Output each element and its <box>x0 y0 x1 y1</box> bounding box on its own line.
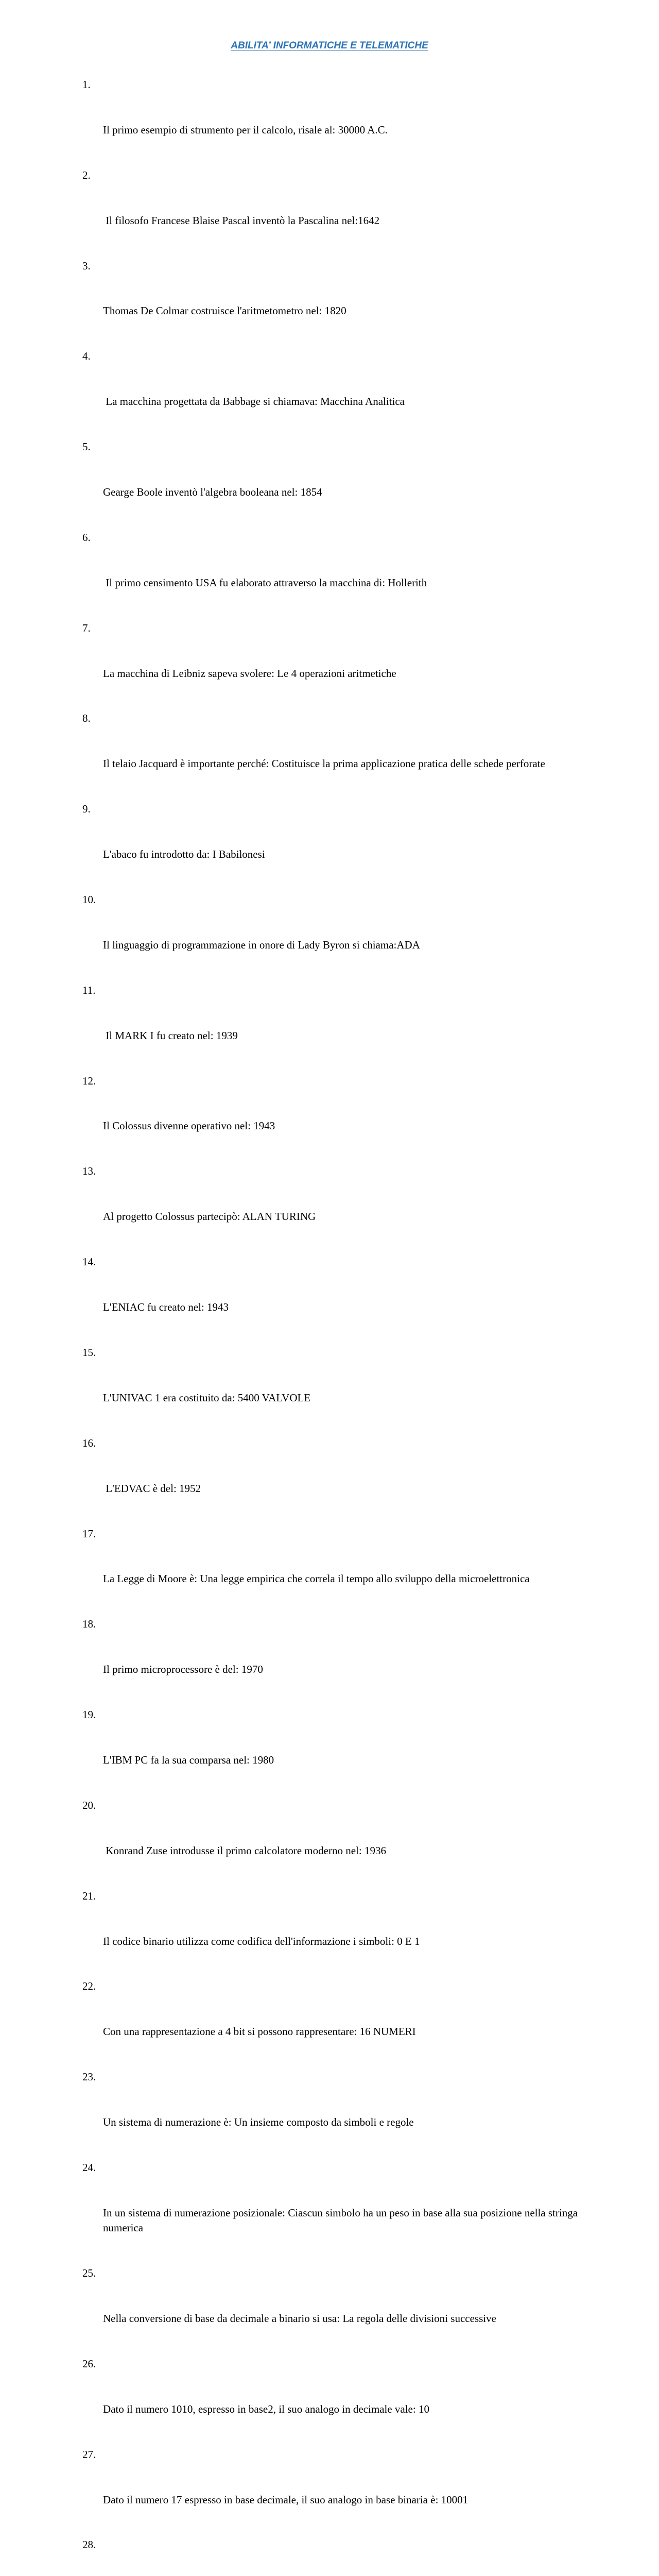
item-text: Un sistema di numerazione è: Un insieme composto da simboli e regole <box>103 2116 414 2129</box>
list-item-21 <box>82 1889 589 1979</box>
item-text: Il primo microprocessore è del: 1970 <box>103 1663 263 1676</box>
list-item-19 <box>82 1707 589 1798</box>
item-text: L'IBM PC fa la sua comparsa nel: 1980 <box>103 1753 274 1766</box>
item-text: Il telaio Jacquard è importante perché: Costituisce la prima applicazione pratica delle schede perforate <box>103 757 545 770</box>
question-list <box>82 77 589 2576</box>
item-text: Il Colossus divenne operativo nel: 1943 <box>103 1120 275 1132</box>
item-text: Il primo censimento USA fu elaborato attraverso la macchina di: Hollerith <box>103 576 427 589</box>
list-item-8 <box>82 711 589 802</box>
item-text: Thomas De Colmar costruisce l'aritmetometro nel: 1820 <box>103 304 346 317</box>
page-title: ABILITA’ INFORMATICHE E TELEMATICHE <box>231 40 428 51</box>
item-text: L'UNIVAC 1 era costituito da: 5400 VALVOLE <box>103 1391 311 1404</box>
list-item-28 <box>82 2537 589 2576</box>
item-text: La Legge di Moore è: Una legge empirica che correla il tempo allo sviluppo della microelettronica <box>103 1572 530 1585</box>
item-text: Il codice binario utilizza come codifica dell'informazione i simboli: 0 E 1 <box>103 1935 420 1947</box>
item-number: 4. <box>82 350 91 363</box>
list-item-5 <box>82 439 589 530</box>
item-number: 3. <box>82 259 91 272</box>
item-text: La macchina di Leibniz sapeva svolere: Le 4 operazioni aritmetiche <box>103 667 396 680</box>
list-item-27 <box>82 2447 589 2538</box>
item-number: 23. <box>82 2071 96 2083</box>
item-number: 9. <box>82 803 91 816</box>
item-text: Al progetto Colossus partecipò: ALAN TURING <box>103 1210 316 1223</box>
item-number: 7. <box>82 621 91 634</box>
item-number: 12. <box>82 1074 96 1087</box>
item-text: L'EDVAC è del: 1952 <box>103 1482 201 1495</box>
list-item-9 <box>82 802 589 892</box>
list-item-17 <box>82 1527 589 1617</box>
item-number: 28. <box>82 2538 96 2551</box>
item-number: 14. <box>82 1256 96 1268</box>
item-number: 24. <box>82 2161 96 2174</box>
item-number: 26. <box>82 2357 96 2370</box>
item-number: 6. <box>82 531 91 544</box>
item-number: 13. <box>82 1165 96 1178</box>
list-item-16 <box>82 1436 589 1527</box>
list-item-11 <box>82 983 589 1074</box>
list-item-14 <box>82 1255 589 1345</box>
item-text: In un sistema di numerazione posizionale: Ciascun simbolo ha un peso in base alla sua posizione nella stringa numerica <box>103 2206 581 2234</box>
item-text: Nella conversione di base da decimale a binario si usa: La regola delle divisioni successive <box>103 2312 496 2325</box>
item-text: Il MARK I fu creato nel: 1939 <box>103 1029 238 1042</box>
item-number: 17. <box>82 1527 96 1540</box>
item-number: 8. <box>82 712 91 725</box>
item-text: Con una rappresentazione a 4 bit si possono rappresentare: 16 NUMERI <box>103 2025 416 2038</box>
item-number: 2. <box>82 168 91 181</box>
item-text: L'ENIAC fu creato nel: 1943 <box>103 1301 229 1314</box>
item-text: L'abaco fu introdotto da: I Babilonesi <box>103 848 265 861</box>
list-item-24 <box>82 2160 589 2266</box>
item-number: 15. <box>82 1346 96 1359</box>
item-number: 19. <box>82 1708 96 1721</box>
item-number: 10. <box>82 893 96 906</box>
item-text: Konrand Zuse introdusse il primo calcolatore moderno nel: 1936 <box>103 1844 386 1857</box>
item-number: 20. <box>82 1799 96 1811</box>
item-number: 16. <box>82 1436 96 1449</box>
list-item-4 <box>82 349 589 439</box>
item-number: 21. <box>82 1889 96 1902</box>
item-number: 1. <box>82 78 91 91</box>
list-item-12 <box>82 1074 589 1164</box>
item-text: Dato il numero 1010, espresso in base2, il suo analogo in decimale vale: 10 <box>103 2402 429 2415</box>
item-number: 5. <box>82 440 91 453</box>
list-item-3 <box>82 259 589 349</box>
list-item-23 <box>82 2070 589 2160</box>
list-item-1 <box>82 77 589 168</box>
list-item-15 <box>82 1345 589 1436</box>
item-number: 27. <box>82 2448 96 2461</box>
item-number: 11. <box>82 984 96 996</box>
list-item-26 <box>82 2357 589 2447</box>
list-item-7 <box>82 621 589 711</box>
list-item-10 <box>82 892 589 983</box>
item-number: 22. <box>82 1980 96 1993</box>
item-text: La macchina progettata da Babbage si chiamava: Macchina Analitica <box>103 395 405 408</box>
list-item-18 <box>82 1617 589 1707</box>
list-item-13 <box>82 1164 589 1255</box>
list-item-25 <box>82 2266 589 2357</box>
item-text: Dato il numero 17 espresso in base decimale, il suo analogo in base binaria è: 10001 <box>103 2493 469 2506</box>
item-number: 18. <box>82 1618 96 1631</box>
list-item-20 <box>82 1798 589 1889</box>
list-item-6 <box>82 530 589 621</box>
item-text: Gearge Boole inventò l'algebra booleana nel: 1854 <box>103 486 322 499</box>
item-text: Il linguaggio di programmazione in onore di Lady Byron si chiama:ADA <box>103 938 420 951</box>
list-item-2 <box>82 168 589 259</box>
item-number: 25. <box>82 2267 96 2280</box>
item-text: Il filosofo Francese Blaise Pascal inventò la Pascalina nel:1642 <box>103 214 380 227</box>
item-text: Il primo esempio di strumento per il calcolo, risale al: 30000 A.C. <box>103 123 388 136</box>
list-item-22 <box>82 1979 589 2070</box>
